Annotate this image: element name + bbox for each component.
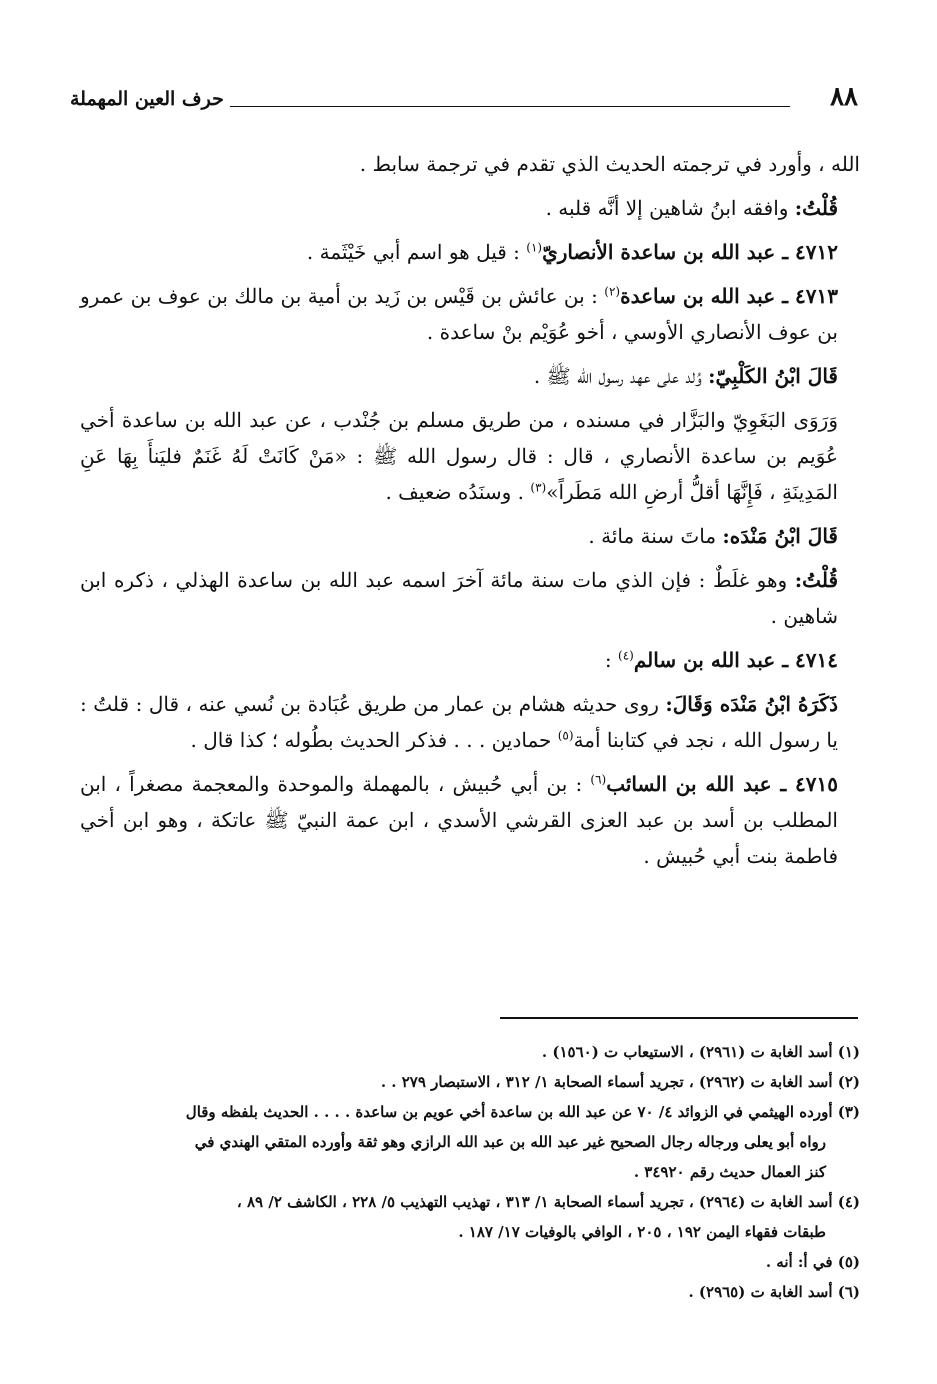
entry-text: : bbox=[604, 648, 619, 672]
footnote-4: (٤) أسد الغابة ت (٢٩٦٤) ، تجريد أسماء الصحابة ١/ ٣١٣ ، تهذيب التهذيب ٥/ ٢٢٨ ، الكاشف ٢/ ٨٩ ، bbox=[236, 1193, 860, 1211]
entry-number: ٤٧١٥ ـ bbox=[780, 772, 838, 796]
paragraph-dhakara bbox=[80, 686, 860, 758]
entry-4712 bbox=[80, 234, 860, 270]
paragraph-text: وافقه ابنُ شاهين إلا أنَّه قلبه . bbox=[545, 196, 795, 220]
paragraph-text-tail: . وسنَدُه ضعيف . bbox=[385, 480, 531, 504]
footnotes bbox=[80, 1038, 860, 1308]
footnote-5: (٥) في أ: أنه . bbox=[765, 1253, 860, 1271]
footnote-3-line-2: رواه أبو يعلى ورجاله رجال الصحيح غير عبد الله بن عبد الله الرازي وهو ثقة وأورده المتقي الهندي في bbox=[194, 1133, 826, 1151]
footnote-4-line-2: طبقات فقهاء اليمن ١٩٢ ، ٢٠٥ ، الوافي بالوفيات ١٧/ ١٨٧ . bbox=[458, 1223, 826, 1241]
entry-4715 bbox=[80, 766, 860, 874]
footnote-ref: (٦) bbox=[590, 772, 607, 787]
paragraph-text: وهو غلَطٌ : فإن الذي مات سنة مائة آخرَ اسمه عبد الله بن ساعدة الهذلي ، ذكره ابن شاهين . bbox=[80, 568, 838, 628]
footnote-ref: (٢) bbox=[604, 284, 621, 299]
entry-name: عبد الله بن سالم bbox=[633, 648, 783, 672]
footnote-ref: (١) bbox=[526, 240, 543, 255]
footnote-ref: (٣) bbox=[530, 480, 547, 495]
main-text bbox=[80, 146, 860, 882]
lead-phrase: قُلْتُ: bbox=[794, 568, 838, 592]
paragraph-mandah bbox=[80, 518, 860, 554]
lead-phrase: ذَكَرَهُ ابْنُ مَنْدَه وَقَالَ: bbox=[665, 692, 838, 716]
paragraph-ghalat bbox=[80, 562, 860, 634]
running-title: حرف العين المهملة bbox=[70, 88, 224, 110]
paragraph-kalbi bbox=[80, 358, 860, 394]
entry-text: : بن أبي حُبيش ، بالمهملة والموحدة والمعجمة مصغراً ، ابن المطلب بن أسد بن عبد العزى القرشي الأسدي ، ابن عمة النبيّ ﷺ عاتكة ، وهو ابن أخي فاطمة بنت أبي حُبيش . bbox=[80, 772, 838, 868]
entry-number: ٤٧١٣ ـ bbox=[782, 284, 838, 308]
footnote-6: (٦) أسد الغابة ت (٢٩٦٥) . bbox=[688, 1283, 860, 1301]
page-number: ٨٨ bbox=[830, 82, 858, 112]
entry-4714 bbox=[80, 642, 860, 678]
entry-name: عبد الله بن ساعدة الأنصاريّ bbox=[542, 240, 783, 264]
paragraph-text: وَرَوَى البَغَوِيّ والبَزَّار في مسنده ، من طريق مسلم بن جُنْدب ، عن عبد الله بن ساعدة أخي عُوَيم بن ساعدة الأنصاري ، قال : قال رسول الله ﷺ : «مَنْ كَانَتْ لَهُ غَنَمٌ فليَنأَ بِهَا عَنِ المَدِينَةِ ، فَإِنَّهَا أقلُّ أرضِ الله مَطَراً» bbox=[80, 408, 838, 504]
entry-4713 bbox=[80, 278, 860, 350]
paragraph-text: روى حديثه هشام بن عمار من طريق عُبَادة بن نُسي عنه ، قال : قلتُ : يا رسول الله ، نجد في كتابنا أمة bbox=[80, 692, 838, 752]
entry-number: ٤٧١٤ ـ bbox=[782, 648, 838, 672]
entry-text: : بن عائش بن قَيْس بن زَيد بن أمية بن مالك بن عوف بن عمرو بن عوف الأنصاري الأوسي ، أخو عُوَيْم بنْ ساعدة . bbox=[80, 284, 838, 344]
entry-number: ٤٧١٢ ـ bbox=[782, 240, 838, 264]
footnote-rule bbox=[500, 1017, 858, 1019]
entry-name: عبد الله بن السائب bbox=[606, 772, 781, 796]
footnote-ref: (٥) bbox=[557, 728, 574, 743]
paragraph-continuation: الله ، وأورد في ترجمته الحديث الذي تقدم في ترجمة سابط . bbox=[359, 152, 860, 176]
footnote-ref: (٤) bbox=[618, 648, 634, 663]
entry-text: : قيل هو اسم أبي خَيْثَمة . bbox=[306, 240, 527, 264]
paragraph-baghawi bbox=[80, 402, 860, 510]
lead-phrase: قَالَ ابْنُ مَنْدَه: bbox=[722, 524, 838, 548]
paragraph-text-tail: حمادين . . . فذكر الحديث بطُوله ؛ كذا قال . bbox=[190, 728, 558, 752]
page-header bbox=[70, 82, 870, 122]
footnote-2: (٢) أسد الغابة ت (٢٩٦٢) ، تجريد أسماء الصحابة ١/ ٣١٢ ، الاستبصار ٢٧٩ . . bbox=[380, 1073, 860, 1091]
paragraph-text: ماتَ سنة مائة . bbox=[588, 524, 723, 548]
footnote-3-line-3: كنز العمال حديث رقم ٣٤٩٢٠ . bbox=[633, 1163, 826, 1181]
footnote-3: (٣) أورده الهيثمي في الزوائد ٤/ ٧٠ عن عبد الله بن ساعدة أخي عويم بن ساعدة . . . . الحديث بلفظه وقال bbox=[185, 1103, 860, 1121]
header-rule bbox=[230, 106, 790, 107]
entry-name: عبد الله بن ساعدة bbox=[620, 284, 783, 308]
lead-phrase: قُلْتُ: bbox=[794, 196, 838, 220]
paragraph-text: وُلد على عهد رسول الله ﷺ . bbox=[533, 364, 709, 388]
footnote-1: (١) أسد الغابة ت (٢٩٦١) ، الاستيعاب ت (١٥٦٠) . bbox=[541, 1043, 860, 1061]
paragraph-note bbox=[80, 190, 860, 226]
lead-phrase: قَالَ ابْنُ الكَلْبِيّ: bbox=[708, 364, 838, 388]
